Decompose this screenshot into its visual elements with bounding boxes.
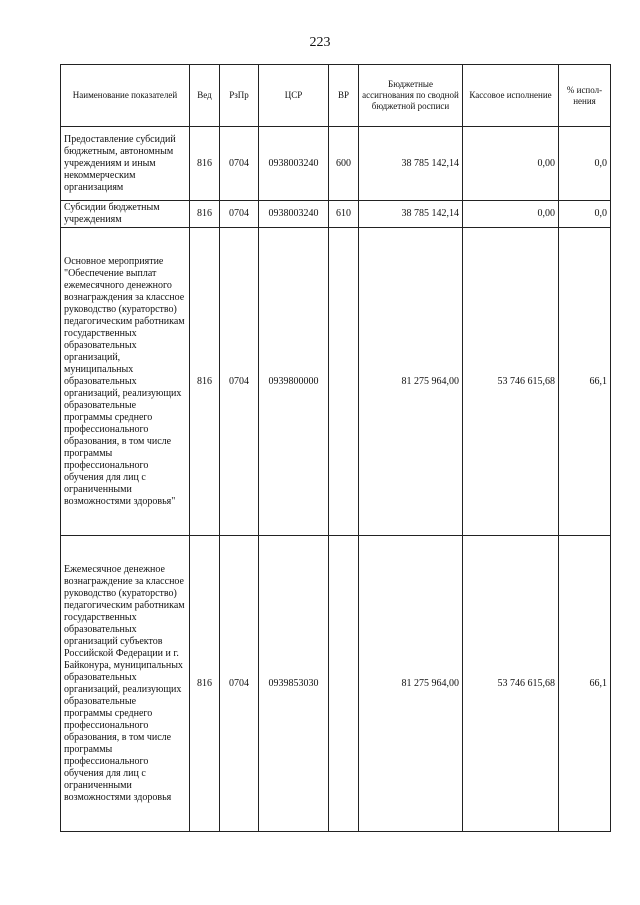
header-csr: ЦСР: [259, 65, 329, 127]
row-csr: 0938003240: [259, 127, 329, 201]
row-csr: 0938003240: [259, 201, 329, 228]
header-rzpr: РзПр: [220, 65, 259, 127]
budget-execution-table: [60, 64, 611, 832]
row-ved: 816: [190, 201, 220, 228]
row-vr: [329, 536, 359, 832]
row-vr: 600: [329, 127, 359, 201]
row-csr: 0939800000: [259, 228, 329, 536]
row-cash: 0,00: [463, 201, 559, 228]
row-cash: 53 746 615,68: [463, 536, 559, 832]
row-budget: 38 785 142,14: [359, 201, 463, 228]
row-ved: 816: [190, 127, 220, 201]
row-vr: [329, 228, 359, 536]
row-pct: 0,0: [559, 201, 611, 228]
header-ved: Вед: [190, 65, 220, 127]
row-budget: 38 785 142,14: [359, 127, 463, 201]
row-budget: 81 275 964,00: [359, 228, 463, 536]
row-name: Субсидии бюджетным учреждениям: [61, 201, 190, 228]
table-row: [61, 127, 611, 201]
page-number: 223: [309, 35, 331, 50]
row-rzpr: 0704: [220, 201, 259, 228]
table-row: [61, 201, 611, 228]
header-pct: % испол-нения: [559, 65, 611, 127]
row-ved: 816: [190, 228, 220, 536]
row-name: Предоставление субсидий бюджетным, автономным учреждениям и иным некоммерческим организациям: [61, 127, 190, 201]
row-name: Основное мероприятие "Обеспечение выплат ежемесячного денежного вознаграждения за классное руководство (кураторство) педагогическим работникам государственных образовательных организаций, муниципальных образовательных организаций, реализующих образовательные программы среднего профессионального образования, в том числе программы профессионального обучения для лиц с ограниченными возможностями здоровья": [61, 228, 190, 536]
header-cash: Кассовое исполнение: [463, 65, 559, 127]
row-budget: 81 275 964,00: [359, 536, 463, 832]
row-rzpr: 0704: [220, 536, 259, 832]
header-vr: ВР: [329, 65, 359, 127]
row-pct: 66,1: [559, 536, 611, 832]
row-pct: 0,0: [559, 127, 611, 201]
row-rzpr: 0704: [220, 228, 259, 536]
row-ved: 816: [190, 536, 220, 832]
header-name: Наименование показателей: [61, 65, 190, 127]
row-cash: 53 746 615,68: [463, 228, 559, 536]
row-vr: 610: [329, 201, 359, 228]
row-rzpr: 0704: [220, 127, 259, 201]
table-header-row: [61, 65, 611, 127]
table-row: [61, 228, 611, 536]
row-name: Ежемесячное денежное вознаграждение за классное руководство (кураторство) педагогическим работникам государственных образовательных организаций субъектов Российской Федерации и г. Байконура, муниципальных образовательных организаций, реализующих образовательные программы среднего профессионального образования, в том числе программы профессионального обучения для лиц с ограниченными возможностями здоровья: [61, 536, 190, 832]
row-pct: 66,1: [559, 228, 611, 536]
row-csr: 0939853030: [259, 536, 329, 832]
header-budget: Бюджетные ассигнования по сводной бюджетной росписи: [359, 65, 463, 127]
row-cash: 0,00: [463, 127, 559, 201]
table-row: [61, 536, 611, 832]
